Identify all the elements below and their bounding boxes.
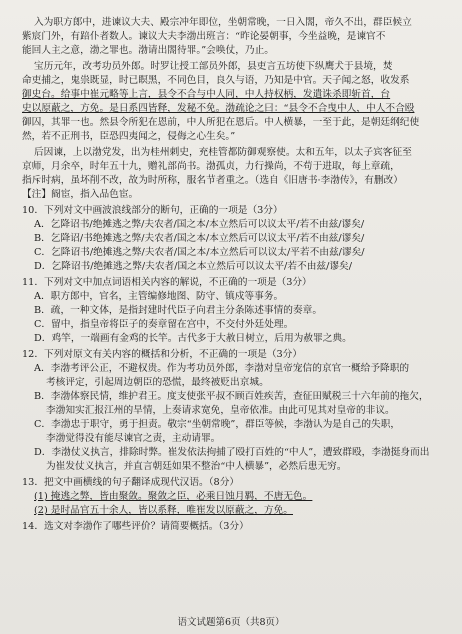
text-line: 京师，月余卒，时年五十九，赠礼部尚书。渤孤贞，力行操尚，不苟于进取，每上章疏， [22,161,400,172]
text-line: 指斥时病，虽坏削不改，故为时所称，服名节者重之。（选自《旧唐书·李渤传》，有删改） [22,175,403,186]
text-line: 13．把文中画横线的句子翻译成现代汉语。（8分） [22,477,240,488]
text-line: 史以原蔽之，方免。是日系四皆释，发秘不免。渤疏论之曰：“县令不合曳中人，中人不合殴 [22,103,415,114]
text-line: 【注】阍宦，指入品色宦。 [22,189,139,200]
text-line: C．留中，指皇帝将臣子的奏章留在宫中，不交付外廷处理。 [34,319,294,330]
text-line: 然，若不正刑书，臣恐四夷闻之，侵侮之心生矣。” [22,131,236,142]
text-line: 紫宸门外，有踣仆者数人。谏议大夫李渤出班言：“昨论晏朝事，今坐益晚，是谏官不 [22,31,386,42]
text-line: B．乞降诏/书绝摊逃之弊/夫农者/国之本/本立然后可以议太平/若不由兹/谬矣/ [34,233,365,244]
text-line: A．乞降诏书/绝摊逃之弊/夫农者/国之本/本立然后可以议太平/若不由兹/谬矣/ [34,219,365,230]
text-line: 宝历元年，改考功员外郎。时罗让授工部员外郎，县吏言五坊使下纵鹰犬于县境，焚 [34,61,393,72]
text-line: 10．下列对文中画波浪线部分的断句，正确的一项是（3分） [22,205,283,216]
text-line: 御史台。给事中崔元略等上言，县令不合与中人同，中人持权柄，发遣诛杀即斩首，台 [22,89,391,100]
text-line: 李渤知实汇报江州的旱情，上奏请求宽免，皇帝依准。由此可见其对皇帝的非议。 [46,405,395,416]
text-line: 御囚，其罪一也。然县令所犯在恩前，中人所犯在恩后。中人横暴，一至于此，是朝廷纲纪使 [22,117,420,128]
text-line: A．李渤考评公正，不避权贵。作为考功员外郎，李渤对皇帝宠信的京官一概给予降职的 [34,363,410,374]
text-line: 14．选文对李渤作了哪些评价？请简要概括。（3分） [22,521,249,532]
text-line: D．鸡竿，一端画有金鸡的长竿。古代多于大赦日树立，后用为赦罪之典。 [34,333,352,344]
text-line: 考核评定，引起周边朝臣的恐慌，最终被贬出京城。 [46,377,269,388]
text-line: 12．下列对原文有关内容的概括和分析，不正确的一项是（3分） [22,349,303,360]
text-line: (1) 掩逃之弊，皆由聚敛。聚敛之臣，必乘日蚀月羁，不唐无色。 [34,491,313,502]
text-line: C．乞降诏书/绝摊逃之弊/夫农者/国之本/本立然后可以议太/平若不由兹/谬矣/ [34,247,365,258]
text-line: (2) 是时品官五十余人，皆以系释，唯崔发以原蔽之，方免。 [34,505,293,516]
text-line: 入为职方郎中，进谏议大夫、殿宗冲年即位，坐朝常晚，一日入閤，帝久不出，群臣候立 [34,17,412,28]
text-line: 11．下列对文中加点词语相关内容的解说，不正确的一项是（3分） [22,277,312,288]
text-line: A．职方郎中，官名，主管编修地图、防守、镇戍等事务。 [34,291,284,302]
text-line: 后因谏，上以渤党发，出为桂州刺史，充桂管都防御观察使。太和五年，以太子宾客征至 [34,147,412,158]
text-line: B．疏，一种文体，是指封建时代臣子向君主分条陈述事情的奏章。 [34,305,323,316]
page-footer: 语文试题第6页（共8页） [177,617,285,628]
text-line: 能回人主之意，渤之罪也。渤请出閤待罪。”会唤仗，乃止。 [22,45,274,56]
text-line: 李渤觉得没有能尽谏官之责，主动请罪。 [46,433,221,444]
text-line: B．李渤体察民情，维护君王。度支使张平叔不顾百姓疾苦，查征田赋税三十六年前的拖欠， [34,391,429,402]
text-line: 为崔发仗义执言，并直言朝廷如果不整治“中人横暴”，必然后患无穷。 [46,461,347,472]
text-line: C．李渤忠于职守，勇于担责。敬宗“坐朝常晚”，群臣等候，李渤认为是自己的失职， [34,419,401,430]
text-line: D．李渤仗义执言，排除时弊。崔发依法拘捕了殴打百姓的“中人”，遭致群殴，李渤挺身而出 [34,447,430,458]
text-line: 命吏捕之，鬼祟既显，时已瞑黑，不同色目，良久与语，乃知是中官。天子闻之怒，收发系 [22,75,410,86]
text-line: D．乞降诏书/绝摊逃之弊/夫农者/国之本立然后可以议太平/若不由兹/谬矣/ [34,261,352,272]
